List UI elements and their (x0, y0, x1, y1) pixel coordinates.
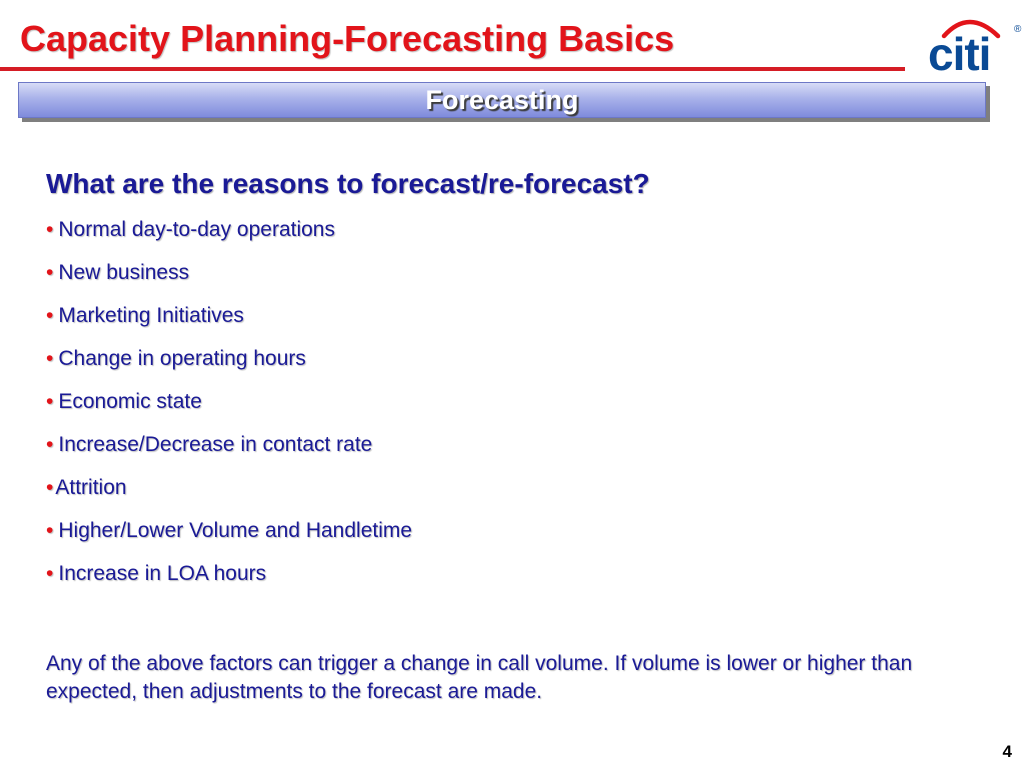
list-item (46, 304, 412, 347)
list-item (46, 433, 412, 476)
bullet-icon: • (46, 304, 54, 327)
bullet-icon: • (46, 476, 54, 499)
registered-mark: ® (1014, 24, 1022, 35)
list-item-text: New business (58, 261, 190, 284)
list-item (46, 476, 412, 519)
list-item-text: Increase in LOA hours (58, 562, 267, 585)
list-item (46, 562, 412, 605)
section-banner (18, 82, 986, 118)
list-item (46, 390, 412, 433)
summary-paragraph: Any of the above factors can trigger a change in call volume. If volume is lower or higher than expected, then adjustments to the forecast are made. (46, 652, 913, 703)
bullet-icon: • (46, 218, 54, 241)
citi-logo-wordmark: citi (928, 28, 991, 76)
section-banner-label: Forecasting (425, 85, 579, 115)
list-item-text: Normal day-to-day operations (58, 218, 335, 241)
reasons-list (46, 218, 412, 605)
list-item-text: Change in operating hours (58, 347, 306, 370)
list-item-text: Marketing Initiatives (58, 304, 244, 327)
slide-title: Capacity Planning-Forecasting Basics (20, 18, 675, 59)
question-heading: What are the reasons to forecast/re-forecast? (46, 168, 650, 199)
list-item-text: Economic state (58, 390, 202, 413)
bullet-icon: • (46, 433, 54, 456)
title-divider (0, 67, 905, 71)
bullet-icon: • (46, 347, 54, 370)
bullet-icon: • (46, 390, 54, 413)
bullet-icon: • (46, 519, 54, 542)
list-item-text: Higher/Lower Volume and Handletime (58, 519, 413, 542)
list-item-text: Increase/Decrease in contact rate (58, 433, 373, 456)
bullet-icon: • (46, 261, 54, 284)
list-item (46, 519, 412, 562)
list-item-text: Attrition (55, 476, 127, 499)
list-item (46, 218, 412, 261)
list-item (46, 261, 412, 304)
page-number: 4 (1002, 742, 1012, 761)
list-item (46, 347, 412, 390)
bullet-icon: • (46, 562, 54, 585)
citi-logo (922, 6, 1024, 76)
